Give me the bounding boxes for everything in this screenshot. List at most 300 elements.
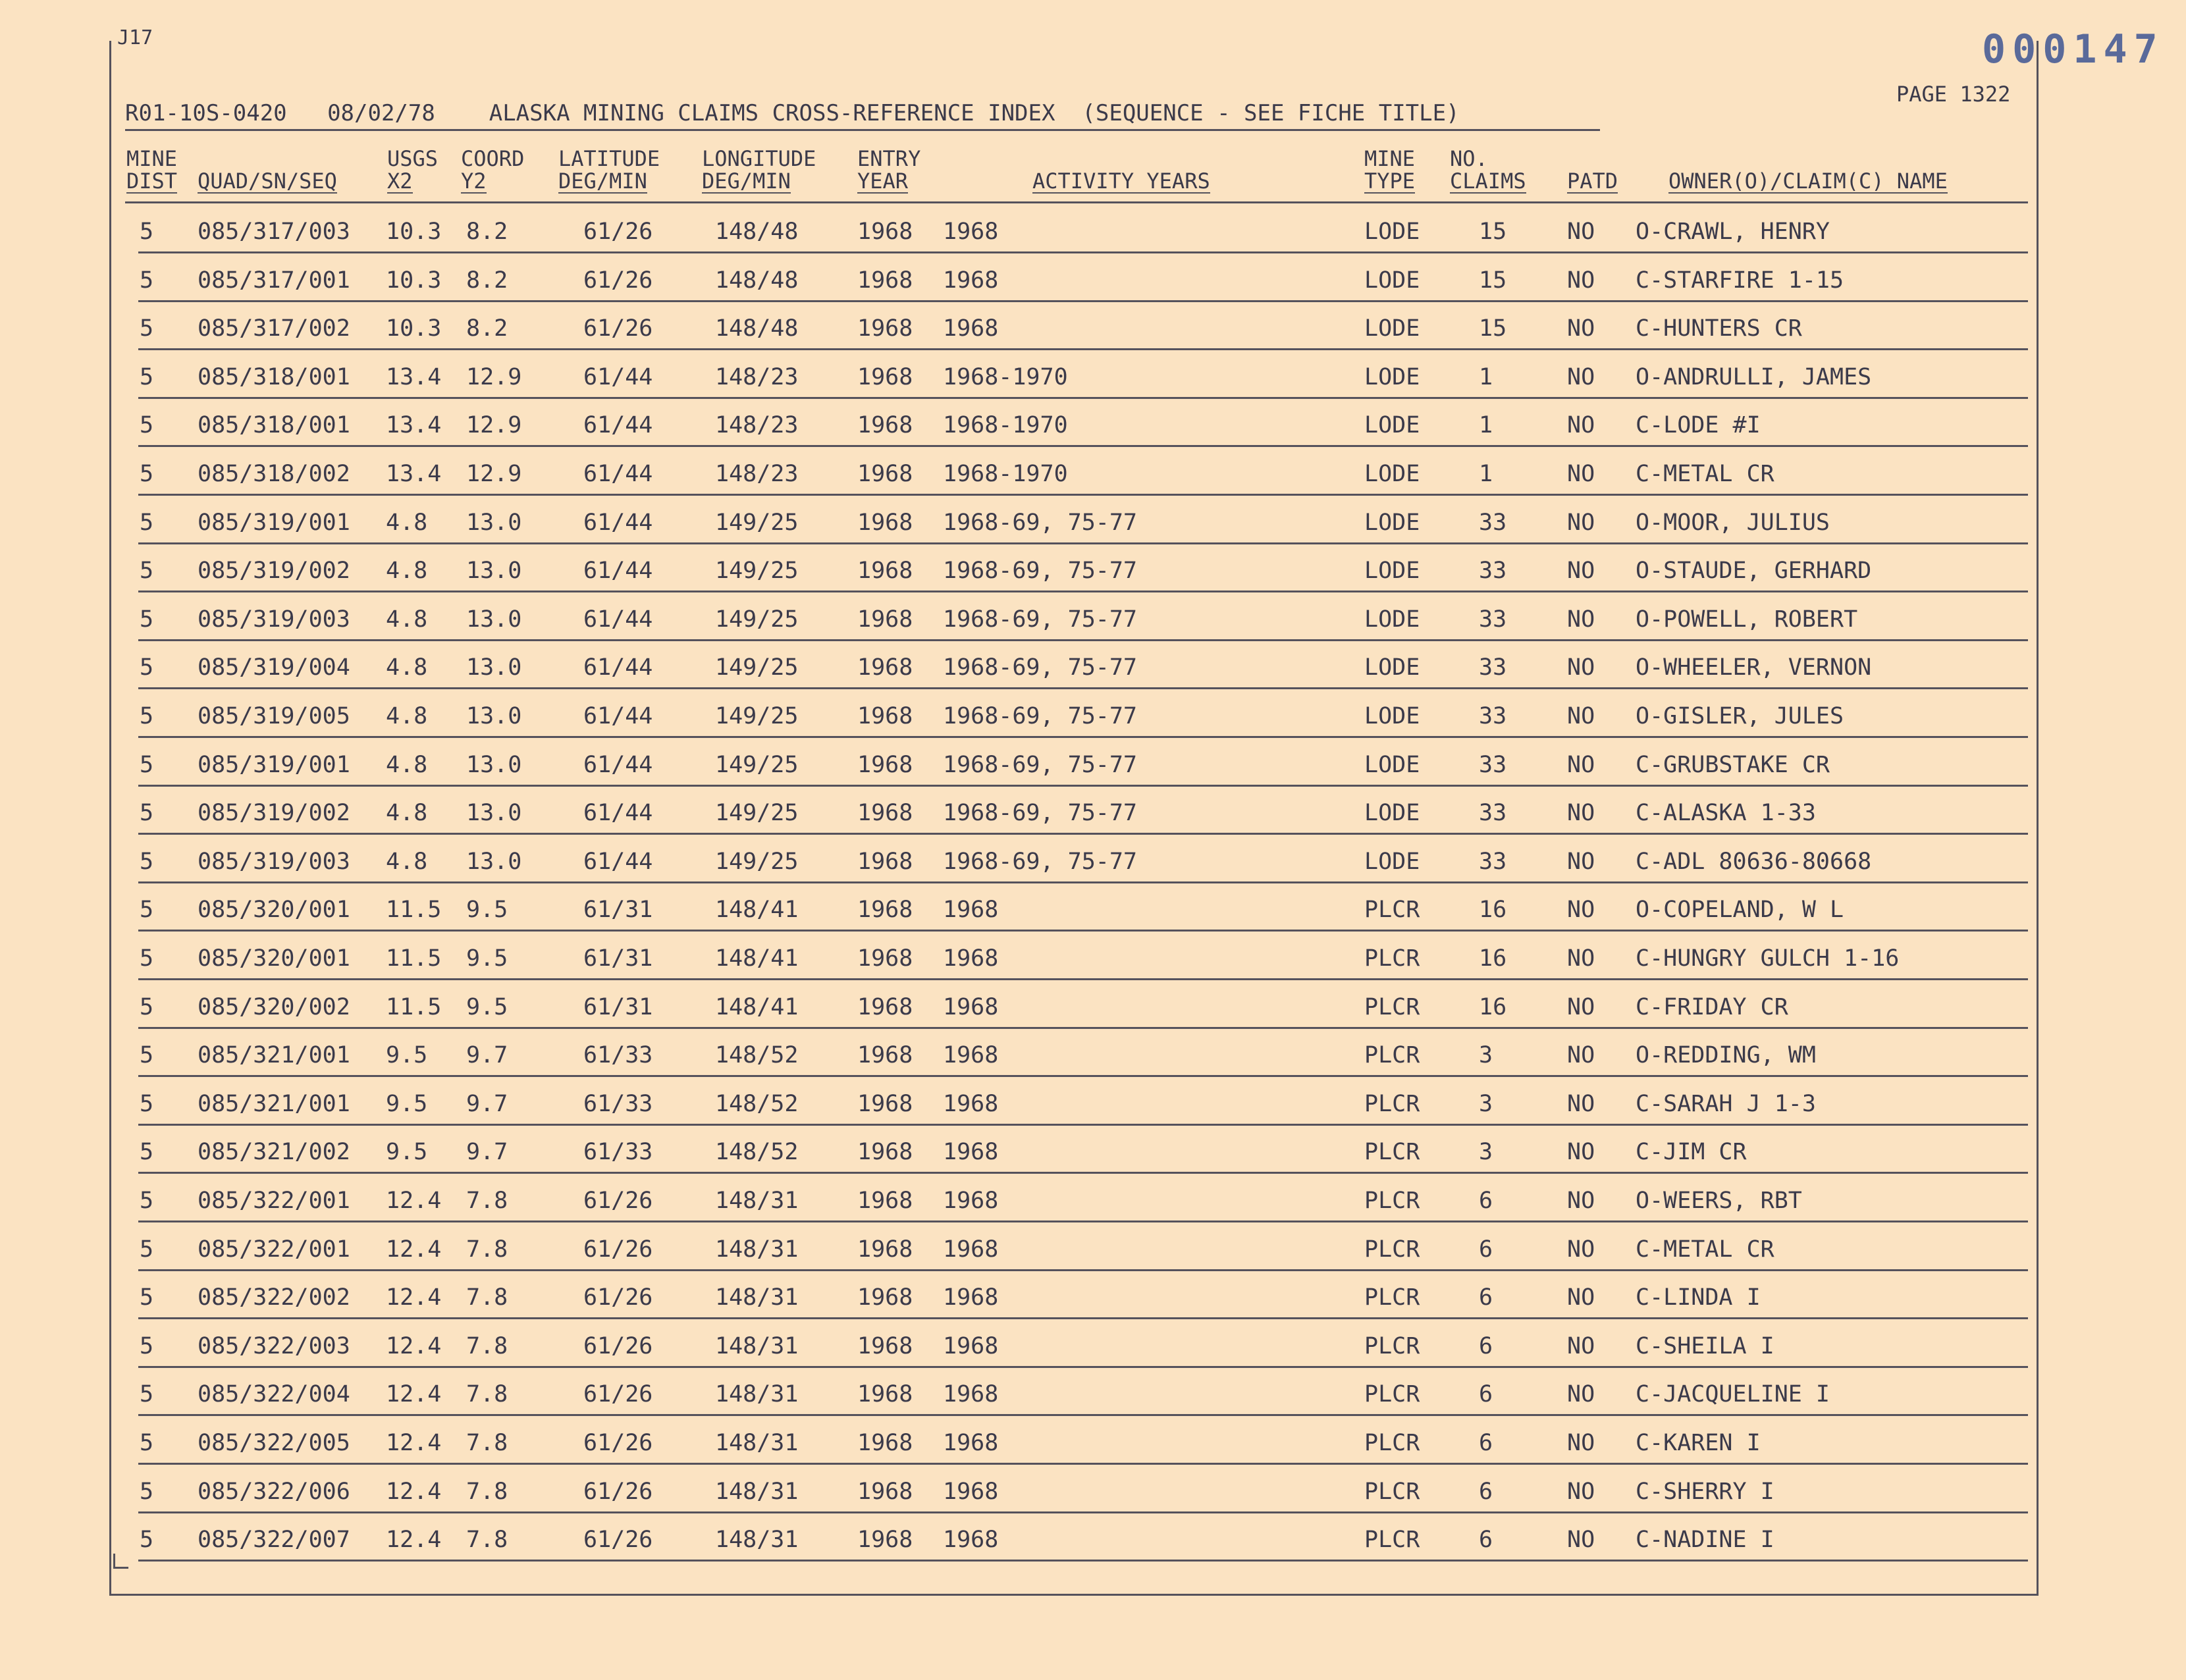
- cell-dist: 5: [140, 219, 154, 245]
- cell-quad: 085/319/002: [198, 558, 350, 585]
- cell-y2: 7.8: [466, 1381, 508, 1408]
- cell-y2: 7.8: [466, 1527, 508, 1554]
- cell-lat: 61/44: [583, 800, 653, 827]
- cell-lon: 148/48: [715, 219, 799, 245]
- row-rule: [138, 978, 2028, 980]
- table-row: [0, 1236, 2186, 1284]
- cell-x2: 10.3: [386, 219, 442, 245]
- cell-x2: 4.8: [386, 848, 428, 875]
- cell-activity: 1968-69, 75-77: [943, 558, 1138, 585]
- cell-y2: 9.7: [466, 1139, 508, 1166]
- row-rule: [138, 1124, 2028, 1126]
- row-rule: [138, 348, 2028, 350]
- column-header-line1: NO.: [1450, 146, 1488, 171]
- cell-quad: 085/318/001: [198, 412, 350, 439]
- cell-name: C-GRUBSTAKE CR: [1636, 751, 1830, 778]
- cell-lat: 61/44: [583, 703, 653, 729]
- cell-entry: 1968: [857, 1332, 913, 1359]
- row-rule: [138, 785, 2028, 787]
- cell-type: LODE: [1364, 654, 1420, 681]
- cell-y2: 9.5: [466, 897, 508, 924]
- cell-claims: 15: [1479, 219, 1507, 245]
- cell-quad: 085/322/001: [198, 1188, 350, 1214]
- cell-y2: 13.0: [466, 751, 522, 778]
- cell-quad: 085/319/004: [198, 654, 350, 681]
- cell-name: O-CRAWL, HENRY: [1636, 219, 1830, 245]
- cell-x2: 12.4: [386, 1430, 442, 1456]
- cell-patd: NO: [1567, 509, 1595, 536]
- cell-quad: 085/320/001: [198, 945, 350, 972]
- table-row: [0, 994, 2186, 1042]
- cell-patd: NO: [1567, 993, 1595, 1020]
- table-row: [0, 752, 2186, 800]
- cell-type: LODE: [1364, 703, 1420, 729]
- cell-dist: 5: [140, 800, 154, 827]
- table-row: [0, 1091, 2186, 1139]
- cell-name: O-WEERS, RBT: [1636, 1188, 1802, 1214]
- cell-name: C-NADINE I: [1636, 1527, 1774, 1554]
- cell-lat: 61/26: [583, 1332, 653, 1359]
- cell-x2: 12.4: [386, 1381, 442, 1408]
- cell-patd: NO: [1567, 461, 1595, 487]
- cell-quad: 085/322/005: [198, 1430, 350, 1456]
- cell-dist: 5: [140, 993, 154, 1020]
- cell-entry: 1968: [857, 267, 913, 294]
- cell-dist: 5: [140, 1236, 154, 1263]
- cell-lon: 149/25: [715, 509, 799, 536]
- cell-y2: 8.2: [466, 267, 508, 294]
- cell-claims: 15: [1479, 315, 1507, 342]
- cell-lon: 148/23: [715, 412, 799, 439]
- row-rule: [138, 1511, 2028, 1513]
- cell-entry: 1968: [857, 1381, 913, 1408]
- cell-dist: 5: [140, 1090, 154, 1117]
- cell-x2: 4.8: [386, 509, 428, 536]
- cell-entry: 1968: [857, 1527, 913, 1554]
- cell-activity: 1968-1970: [943, 363, 1068, 390]
- cell-type: LODE: [1364, 267, 1420, 294]
- cell-type: LODE: [1364, 461, 1420, 487]
- cell-x2: 4.8: [386, 703, 428, 729]
- column-header: [461, 147, 524, 194]
- cell-y2: 9.7: [466, 1090, 508, 1117]
- column-header-line1: [1567, 147, 1618, 170]
- row-rule: [138, 1366, 2028, 1368]
- cell-claims: 6: [1479, 1478, 1493, 1505]
- cell-activity: 1968: [943, 1478, 999, 1505]
- cell-patd: NO: [1567, 1478, 1595, 1505]
- cell-claims: 6: [1479, 1381, 1493, 1408]
- cell-x2: 10.3: [386, 267, 442, 294]
- row-rule: [138, 1317, 2028, 1319]
- column-header: [198, 147, 337, 194]
- cell-x2: 12.4: [386, 1527, 442, 1554]
- cell-activity: 1968: [943, 1381, 999, 1408]
- cell-lon: 148/48: [715, 267, 799, 294]
- cell-quad: 085/321/001: [198, 1090, 350, 1117]
- column-header-line2: TYPE: [1364, 169, 1416, 194]
- table-row: [0, 897, 2186, 945]
- column-header: [1450, 147, 1526, 194]
- cell-y2: 13.0: [466, 703, 522, 729]
- cell-name: C-FRIDAY CR: [1636, 993, 1788, 1020]
- cell-x2: 12.4: [386, 1478, 442, 1505]
- cell-name: C-METAL CR: [1636, 1236, 1774, 1263]
- report-sequence: (SEQUENCE - SEE FICHE TITLE): [1082, 100, 1460, 126]
- cell-lon: 149/25: [715, 703, 799, 729]
- row-rule: [138, 1560, 2028, 1562]
- cell-lat: 61/26: [583, 267, 653, 294]
- column-header-line1: MINE: [126, 146, 178, 171]
- cell-dist: 5: [140, 509, 154, 536]
- cell-name: O-STAUDE, GERHARD: [1636, 558, 1872, 585]
- cell-x2: 11.5: [386, 897, 442, 924]
- cell-patd: NO: [1567, 848, 1595, 875]
- cell-lat: 61/26: [583, 1527, 653, 1554]
- cell-activity: 1968: [943, 267, 999, 294]
- cell-type: LODE: [1364, 606, 1420, 633]
- column-header-line1: [198, 147, 337, 170]
- cell-lon: 148/31: [715, 1527, 799, 1554]
- cell-activity: 1968-69, 75-77: [943, 751, 1138, 778]
- row-rule: [138, 639, 2028, 641]
- cell-lon: 148/41: [715, 897, 799, 924]
- cell-patd: NO: [1567, 1090, 1595, 1117]
- cell-patd: NO: [1567, 267, 1595, 294]
- cell-type: LODE: [1364, 509, 1420, 536]
- cell-lon: 149/25: [715, 751, 799, 778]
- cell-type: PLCR: [1364, 1527, 1420, 1554]
- cell-patd: NO: [1567, 1139, 1595, 1166]
- cell-y2: 8.2: [466, 219, 508, 245]
- table-row: [0, 558, 2186, 606]
- cell-patd: NO: [1567, 558, 1595, 585]
- cell-dist: 5: [140, 654, 154, 681]
- cell-dist: 5: [140, 363, 154, 390]
- stamp-number: 000147: [1982, 26, 2164, 72]
- cell-patd: NO: [1567, 412, 1595, 439]
- cell-lat: 61/44: [583, 606, 653, 633]
- cell-quad: 085/318/002: [198, 461, 350, 487]
- cell-lon: 149/25: [715, 558, 799, 585]
- cell-claims: 33: [1479, 606, 1507, 633]
- cell-name: O-REDDING, WM: [1636, 1042, 1816, 1069]
- cell-type: PLCR: [1364, 1042, 1420, 1069]
- cell-lon: 148/31: [715, 1430, 799, 1456]
- cell-quad: 085/318/001: [198, 363, 350, 390]
- table-row: [0, 800, 2186, 848]
- cell-lat: 61/44: [583, 461, 653, 487]
- cell-x2: 11.5: [386, 945, 442, 972]
- cell-y2: 7.8: [466, 1188, 508, 1214]
- cell-dist: 5: [140, 1188, 154, 1214]
- cell-claims: 33: [1479, 751, 1507, 778]
- cell-y2: 7.8: [466, 1478, 508, 1505]
- cell-entry: 1968: [857, 945, 913, 972]
- cell-dist: 5: [140, 897, 154, 924]
- cell-x2: 4.8: [386, 800, 428, 827]
- cell-lon: 148/31: [715, 1478, 799, 1505]
- cell-entry: 1968: [857, 751, 913, 778]
- cell-name: C-METAL CR: [1636, 461, 1774, 487]
- cell-dist: 5: [140, 558, 154, 585]
- cell-activity: 1968: [943, 993, 999, 1020]
- cell-activity: 1968: [943, 1284, 999, 1311]
- row-rule: [138, 591, 2028, 592]
- column-header: [387, 147, 438, 194]
- cell-patd: NO: [1567, 945, 1595, 972]
- table-row: [0, 1527, 2186, 1575]
- cell-name: C-SHERRY I: [1636, 1478, 1774, 1505]
- cell-patd: NO: [1567, 1381, 1595, 1408]
- cell-claims: 33: [1479, 558, 1507, 585]
- cell-activity: 1968: [943, 315, 999, 342]
- cell-activity: 1968: [943, 1090, 999, 1117]
- column-header: [1364, 147, 1415, 194]
- cell-y2: 7.8: [466, 1236, 508, 1263]
- cell-claims: 6: [1479, 1236, 1493, 1263]
- cell-entry: 1968: [857, 1090, 913, 1117]
- cell-activity: 1968-1970: [943, 412, 1068, 439]
- cell-claims: 1: [1479, 461, 1493, 487]
- cell-claims: 33: [1479, 509, 1507, 536]
- cell-type: PLCR: [1364, 1139, 1420, 1166]
- cell-lon: 148/52: [715, 1090, 799, 1117]
- cell-quad: 085/322/001: [198, 1236, 350, 1263]
- cell-lon: 149/25: [715, 606, 799, 633]
- cell-x2: 12.4: [386, 1236, 442, 1263]
- cell-y2: 13.0: [466, 606, 522, 633]
- cell-name: C-ALASKA 1-33: [1636, 800, 1816, 827]
- column-header: [1668, 147, 1948, 194]
- cell-quad: 085/321/001: [198, 1042, 350, 1069]
- cell-patd: NO: [1567, 1284, 1595, 1311]
- cell-x2: 4.8: [386, 654, 428, 681]
- column-header: [126, 147, 177, 194]
- column-header-line2: DEG/MIN: [558, 169, 647, 194]
- cell-name: C-JIM CR: [1636, 1139, 1747, 1166]
- report-id: R01-10S-0420: [125, 100, 287, 126]
- cell-lon: 148/31: [715, 1236, 799, 1263]
- cell-patd: NO: [1567, 800, 1595, 827]
- header-rule: [125, 201, 2028, 203]
- column-header-line1: [1668, 147, 1948, 170]
- report-date: 08/02/78: [327, 100, 435, 126]
- corner-code: J17: [117, 26, 153, 49]
- cell-name: C-JACQUELINE I: [1636, 1381, 1830, 1408]
- cell-entry: 1968: [857, 606, 913, 633]
- cell-lat: 61/44: [583, 848, 653, 875]
- table-row: [0, 945, 2186, 993]
- cell-claims: 33: [1479, 654, 1507, 681]
- cell-x2: 13.4: [386, 363, 442, 390]
- cell-x2: 4.8: [386, 606, 428, 633]
- cell-activity: 1968: [943, 1332, 999, 1359]
- cell-name: C-LINDA I: [1636, 1284, 1761, 1311]
- cell-patd: NO: [1567, 1332, 1595, 1359]
- corner-mark: [113, 1554, 128, 1569]
- cell-y2: 13.0: [466, 800, 522, 827]
- cell-entry: 1968: [857, 461, 913, 487]
- row-rule: [138, 736, 2028, 738]
- cell-lat: 61/26: [583, 1188, 653, 1214]
- cell-claims: 3: [1479, 1139, 1493, 1166]
- cell-claims: 16: [1479, 945, 1507, 972]
- row-rule: [138, 1172, 2028, 1174]
- cell-name: C-HUNTERS CR: [1636, 315, 1802, 342]
- table-row: [0, 654, 2186, 702]
- cell-entry: 1968: [857, 558, 913, 585]
- cell-dist: 5: [140, 848, 154, 875]
- column-header: [702, 147, 816, 194]
- cell-name: O-WHEELER, VERNON: [1636, 654, 1872, 681]
- cell-claims: 33: [1479, 703, 1507, 729]
- cell-name: C-KAREN I: [1636, 1430, 1761, 1456]
- cell-type: LODE: [1364, 800, 1420, 827]
- cell-quad: 085/320/001: [198, 897, 350, 924]
- cell-type: LODE: [1364, 219, 1420, 245]
- cell-name: C-ADL 80636-80668: [1636, 848, 1872, 875]
- cell-x2: 9.5: [386, 1090, 428, 1117]
- cell-entry: 1968: [857, 363, 913, 390]
- cell-type: LODE: [1364, 558, 1420, 585]
- cell-y2: 7.8: [466, 1284, 508, 1311]
- table-row: [0, 1284, 2186, 1332]
- cell-y2: 13.0: [466, 654, 522, 681]
- column-header-line1: USGS: [387, 146, 439, 171]
- cell-entry: 1968: [857, 315, 913, 342]
- cell-lon: 148/31: [715, 1332, 799, 1359]
- cell-y2: 9.5: [466, 993, 508, 1020]
- cell-dist: 5: [140, 1139, 154, 1166]
- column-header-line1: LONGITUDE: [702, 146, 816, 171]
- row-rule: [138, 833, 2028, 835]
- cell-type: PLCR: [1364, 1430, 1420, 1456]
- cell-type: LODE: [1364, 848, 1420, 875]
- cell-x2: 4.8: [386, 751, 428, 778]
- cell-activity: 1968-69, 75-77: [943, 654, 1138, 681]
- cell-entry: 1968: [857, 993, 913, 1020]
- cell-lon: 148/52: [715, 1042, 799, 1069]
- cell-y2: 9.7: [466, 1042, 508, 1069]
- column-header-line1: ENTRY: [857, 146, 921, 171]
- cell-activity: 1968: [943, 1236, 999, 1263]
- cell-x2: 9.5: [386, 1139, 428, 1166]
- cell-lat: 61/26: [583, 1236, 653, 1263]
- table-row: [0, 1139, 2186, 1187]
- cell-entry: 1968: [857, 1284, 913, 1311]
- column-header-line1: [1032, 147, 1210, 170]
- table-row: [0, 606, 2186, 654]
- cell-dist: 5: [140, 1478, 154, 1505]
- column-header-line2: Y2: [461, 169, 487, 194]
- cell-y2: 7.8: [466, 1430, 508, 1456]
- table-row: [0, 1188, 2186, 1236]
- cell-patd: NO: [1567, 315, 1595, 342]
- cell-y2: 9.5: [466, 945, 508, 972]
- cell-activity: 1968-69, 75-77: [943, 848, 1138, 875]
- row-rule: [138, 397, 2028, 399]
- cell-lat: 61/44: [583, 509, 653, 536]
- column-header-line2: CLAIMS: [1450, 169, 1526, 194]
- cell-name: C-HUNGRY GULCH 1-16: [1636, 945, 1900, 972]
- cell-lat: 61/33: [583, 1139, 653, 1166]
- cell-entry: 1968: [857, 654, 913, 681]
- cell-x2: 9.5: [386, 1042, 428, 1069]
- cell-lat: 61/44: [583, 412, 653, 439]
- cell-patd: NO: [1567, 363, 1595, 390]
- cell-patd: NO: [1567, 1430, 1595, 1456]
- cell-y2: 13.0: [466, 558, 522, 585]
- cell-lon: 148/31: [715, 1188, 799, 1214]
- cell-type: PLCR: [1364, 1284, 1420, 1311]
- cell-type: LODE: [1364, 363, 1420, 390]
- cell-activity: 1968-69, 75-77: [943, 703, 1138, 729]
- cell-claims: 33: [1479, 848, 1507, 875]
- cell-lon: 148/31: [715, 1381, 799, 1408]
- cell-quad: 085/322/007: [198, 1527, 350, 1554]
- cell-x2: 4.8: [386, 558, 428, 585]
- row-rule: [138, 300, 2028, 302]
- table-row: [0, 1479, 2186, 1527]
- cell-x2: 12.4: [386, 1188, 442, 1214]
- cell-lon: 149/25: [715, 800, 799, 827]
- cell-quad: 085/319/003: [198, 606, 350, 633]
- cell-y2: 12.9: [466, 363, 522, 390]
- cell-lon: 148/52: [715, 1139, 799, 1166]
- cell-lat: 61/31: [583, 897, 653, 924]
- cell-claims: 1: [1479, 412, 1493, 439]
- table-row: [0, 267, 2186, 315]
- table-row: [0, 703, 2186, 751]
- cell-y2: 8.2: [466, 315, 508, 342]
- row-rule: [138, 1075, 2028, 1077]
- cell-quad: 085/319/002: [198, 800, 350, 827]
- cell-activity: 1968: [943, 1527, 999, 1554]
- cell-quad: 085/322/003: [198, 1332, 350, 1359]
- cell-type: LODE: [1364, 751, 1420, 778]
- column-header-line2: DIST: [126, 169, 178, 194]
- cell-entry: 1968: [857, 703, 913, 729]
- table-row: [0, 510, 2186, 558]
- row-rule: [138, 1414, 2028, 1416]
- cell-quad: 085/322/002: [198, 1284, 350, 1311]
- cell-entry: 1968: [857, 509, 913, 536]
- cell-activity: 1968: [943, 1139, 999, 1166]
- column-header: [1567, 147, 1618, 194]
- cell-dist: 5: [140, 1332, 154, 1359]
- column-header: [558, 147, 660, 194]
- row-rule: [138, 687, 2028, 689]
- cell-patd: NO: [1567, 751, 1595, 778]
- cell-activity: 1968: [943, 1188, 999, 1214]
- cell-lon: 148/31: [715, 1284, 799, 1311]
- cell-quad: 085/319/001: [198, 751, 350, 778]
- cell-patd: NO: [1567, 703, 1595, 729]
- column-header: [857, 147, 920, 194]
- row-rule: [138, 494, 2028, 496]
- cell-lat: 61/31: [583, 945, 653, 972]
- column-header-line2: PATD: [1567, 169, 1618, 194]
- cell-y2: 12.9: [466, 412, 522, 439]
- cell-quad: 085/317/001: [198, 267, 350, 294]
- cell-type: PLCR: [1364, 1236, 1420, 1263]
- cell-lon: 148/23: [715, 363, 799, 390]
- cell-lat: 61/26: [583, 1478, 653, 1505]
- cell-lat: 61/44: [583, 558, 653, 585]
- cell-y2: 7.8: [466, 1332, 508, 1359]
- cell-activity: 1968: [943, 1042, 999, 1069]
